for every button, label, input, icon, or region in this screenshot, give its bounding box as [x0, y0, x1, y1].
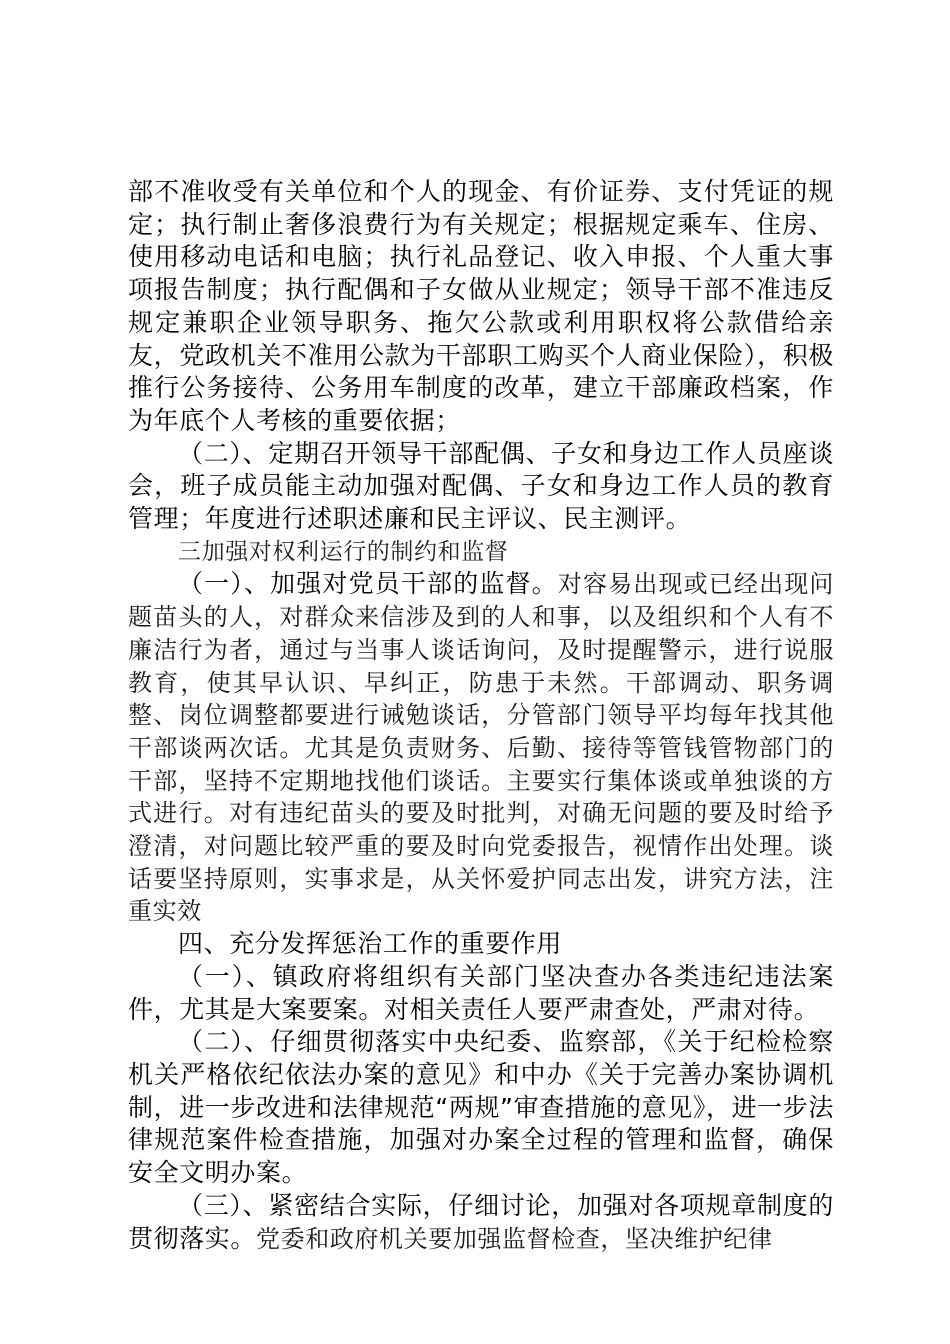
paragraph-lead-text: （一）、加强对党员干部的监督。	[178, 569, 558, 599]
paragraph-rules-enforcement	[128, 1190, 834, 1255]
section-heading-punishment: 四、充分发挥惩治工作的重要作用	[178, 929, 563, 959]
paragraph-lead-text: （三）、紧密结合实际，仔细讨论，加强对各项规章制度的贯彻落实。	[128, 1190, 834, 1253]
document-body	[128, 176, 834, 1255]
paragraph-cadre-supervision	[128, 568, 834, 928]
paragraph-body-text: 党委和政府机关要加强监督检查，坚决维护纪律	[256, 1224, 773, 1253]
paragraph-regulations: 部不准收受有关单位和个人的现金、有价证券、支付凭证的规定；执行制止奢侈浪费行为有关规定；根据规定乘车、住房、使用移动电话和电脑；执行礼品登记、收入申报、个人重大事项报告制度；执行配偶和子女做从业规定；领导干部不准违反规定兼职企业领导职务、拖欠公款或利用职权将公款借给亲友，党政机关不准用公款为干部职工购买个人商业保险），积极推行公务接待、公务用车制度的改革，建立干部廉政档案，作为年底个人考核的重要依据；	[128, 177, 834, 435]
paragraph-spouse-meeting: （二）、定期召开领导干部配偶、子女和身边工作人员座谈会，班子成员能主动加强对配偶、子女和身边工作人员的教育管理；年度进行述职述廉和民主评议、民主测评。	[128, 438, 834, 534]
paragraph-body-text: 对容易出现或已经出现问题苗头的人，对群众来信涉及到的人和事，以及组织和个人有不廉洁行为者，通过与当事人谈话询问，及时提醒警示，进行说服教育，使其早认识、早纠正，防患于未然。干部调动、职务调整、岗位调整都要进行诫勉谈话，分管部门领导平均每年找其他干部谈两次话。尤其是负责财务、后勤、接待等管钱管物部门的干部，坚持不定期地找他们谈话。主要实行集体谈或单独谈的方式进行。对有违纪苗头的要及时批判，对确无问题的要及时给予澄清，对问题比较严重的要及时向党委报告，视情作出处理。谈话要坚持原则，实事求是，从关怀爱护同志出发，讲究方法，注重实效	[128, 570, 834, 926]
paragraph-case-handling: （一）、镇政府将组织有关部门坚决查办各类违纪违法案件，尤其是大案要案。对相关责任人要严肃查处，严肃对待。	[128, 961, 834, 1024]
paragraph-implementation: （二）、仔细贯彻落实中央纪委、监察部，《关于纪检检察机关严格依纪依法办案的意见》和中办《关于完善办案协调机制，进一步改进和法律规范“两规”审查措施的意见》，进一步法律规范案件检查措施，加强对办案全过程的管理和监督，确保安全文明办案。	[128, 1027, 834, 1188]
section-heading-supervision: 三加强对权利运行的制约和监督	[178, 538, 509, 565]
